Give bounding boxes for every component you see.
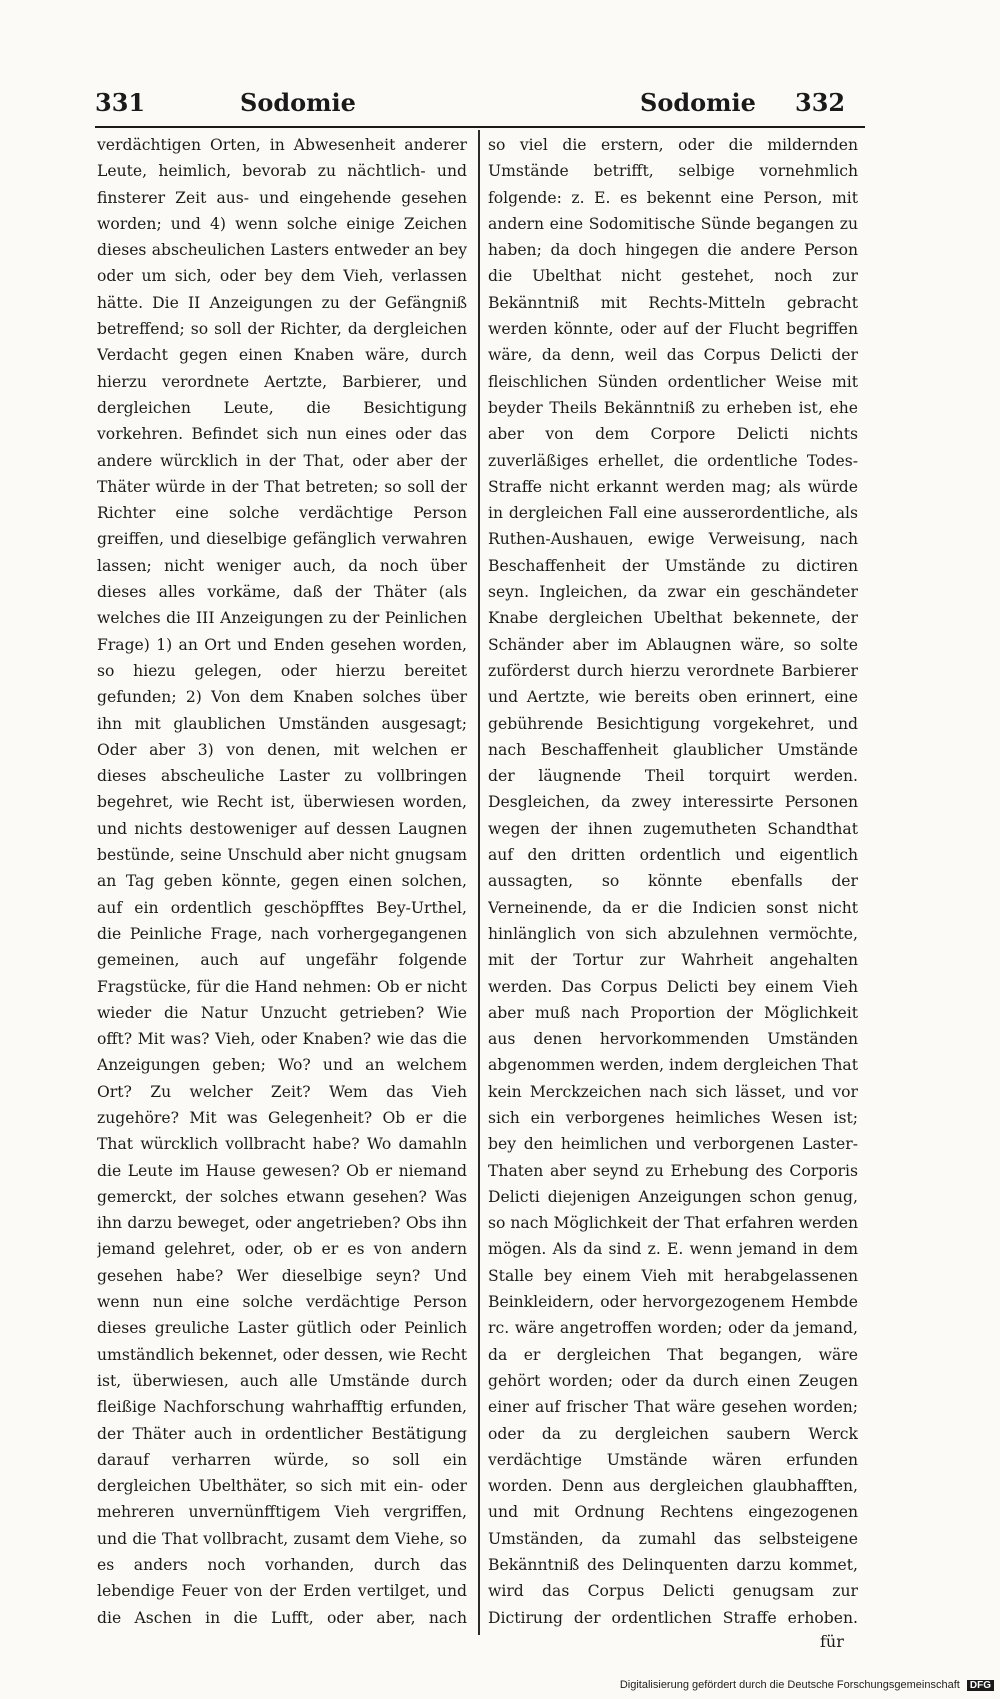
text-column-left: verdächtigen Orten, in Abwesenheit anderer Leute, heimlich, bevorab zu nächtlich- und finsterer Zeit aus- und eingehende gesehen worden; und 4) wenn solche einige Zeichen dieses abscheulichen Lasters entweder an bey oder um sich, oder bey dem Vieh, verlassen hätte. Die II Anzeigungen zu der Gefängniß betreffend; so soll der Richter, da dergleichen Verdacht gegen einen Knaben wäre, durch hierzu verordnete Aertzte, Barbierer, und dergleichen Leute, die Besichtigung vorkehren. Befindet sich nun eines oder das andere würcklich in der That, oder aber der Thäter würde in der That betreten; so soll der Richter eine solche verdächtige Person greiffen, und dieselbige gefänglich verwahren lassen; nicht weniger auch, da noch über dieses alles vorkäme, daß der Thäter (als welches die III Anzeigungen zu der Peinlichen Frage) 1) an Ort und Enden gesehen worden, so hiezu gelegen, oder hierzu bereitet gefunden; 2) Von dem Knaben solches über ihn mit glaublichen Umständen ausgesagt; Oder aber 3) von denen, mit welchen er dieses abscheuliche Laster zu vollbringen begehret, wie Recht ist, überwiesen worden, und nichts destoweniger auf dessen Laugnen bestünde, seine Unschuld aber nicht gnugsam an Tag geben könnte, gegen einen solchen, auf ein ordentlich geschöpfftes Bey-Urthel, die Peinliche Frage, nach vorhergegangenen gemeinen, auch auf ungefähr folgende Fragstücke, für die Hand nehmen: Ob er nicht wieder die Natur Unzucht getrieben? Wie offt? Mit was? Vieh, oder Knaben? wie das die Anzeigungen geben; Wo? und an welchem Ort? Zu welcher Zeit? Wem das Vieh zugehöre? Mit was Gelegenheit? Ob er die That würcklich vollbracht habe? Wo damahln die Leute im Hause gewesen? Ob er niemand gemerckt, der solches etwann gesehen? Was ihn darzu beweget, oder angetrieben? Obs ihn jemand gelehret, oder, ob er es von andern gesehen habe? Wer dieselbige seyn? Und wenn nun eine solche verdächtige Person dieses greuliche Laster gütlich oder Peinlich umständlich bekennet, oder dessen, wie Recht ist, überwiesen, auch alle Umstände durch fleißige Nachforschung wahrhafftig erfunden, der Thäter auch in ordentlicher Bestätigung darauf verharren würde, so soll ein dergleichen Ubelthäter, so sich mit ein- oder mehreren unvernünfftigem Vieh vergriffen, und die That vollbracht, zusamt dem Viehe, so es anders noch vorhanden, durch das lebendige Feuer von der Erden vertilget, und die Aschen in die Lufft, oder aber, nach [97, 136, 467, 1627]
running-header [95, 88, 865, 128]
digitization-footer [620, 1679, 994, 1691]
running-title-right: Sodomie [640, 88, 756, 117]
footer-text: Digitalisierung gefördert durch die Deutsche Forschungsgemeinschaft [619, 1679, 960, 1691]
page-number-left: 331 [95, 88, 146, 117]
header-rule [95, 126, 865, 128]
column-divider [478, 130, 480, 1635]
running-title-left: Sodomie [240, 88, 356, 117]
page-number-right: 332 [795, 88, 846, 117]
text-column-right: so viel die erstern, oder die mildernden Umstände betrifft, selbige vornehmlich folgende: z. E. es bekennt eine Person, mit andern eine Sodomitische Sünde begangen zu haben; da doch hingegen die andere Person die Ubelthat nicht gestehet, noch zur Bekänntniß mit Rechts-Mitteln gebracht werden könnte, oder auf der Flucht begriffen wäre, da denn, weil das Corpus Delicti der fleischlichen Sünden ordentlicher Weise mit beyder Theils Bekänntniß zu erheben ist, ehe aber von dem Corpore Delicti nichts zuverläßiges erhellet, die ordentliche Todes-Straffe nicht erkannt werden mag; als würde in dergleichen Fall eine ausserordentliche, als Ruthen-Aushauen, ewige Verweisung, nach Beschaffenheit der Umstände zu dictiren seyn. Ingleichen, da zwar ein geschändeter Knabe dergleichen Ubelthat bekennete, der Schänder aber im Ablaugnen wäre, so solte zuförderst durch hierzu verordnete Barbierer und Aertzte, wie bereits oben erinnert, eine gebührende Besichtigung vorgekehret, und nach Beschaffenheit glaublicher Umstände der läugnende Theil torquirt werden. Desgleichen, da zwey interessirte Personen wegen der ihnen zugemutheten Schandthat auf den dritten ordentlich und eigentlich aussagten, so könnte ebenfalls der Verneinende, da er die Indicien sonst nicht hinlänglich von sich abzulehnen vermöchte, mit der Tortur zur Wahrheit angehalten werden. Das Corpus Delicti bey einem Vieh aber muß nach Proportion der Möglichkeit aus denen hervorkommenden Umständen abgenommen werden, indem dergleichen That kein Merckzeichen nach sich lässet, und vor sich ein verborgenes heimliches Wesen ist; bey den heimlichen und verborgenen Laster-Thaten aber seynd zu Erhebung des Corporis Delicti diejenigen Anzeigungen schon genug, so nach Möglichkeit der That erfahren werden mögen. Als da sind z. E. wenn jemand in dem Stalle bey einem Vieh mit herabgelassenen Beinkleidern, oder hervorgezogenem Hembde rc. wäre angetroffen worden; oder da jemand, da er dergleichen That begangen, wäre gehört worden; oder da durch einen Zeugen einer auf frischer That wäre gesehen worden; oder da zu dergleichen saubern Werck verdächtige Umstände wären erfunden worden. Denn aus dergleichen glaubhafften, und mit Ordnung Rechtens eingezogenen Umständen, da zumahl das selbsteigene Bekänntniß des Delinquenten darzu kommet, wird das Corpus Delicti genugsam zur Dictirung der ordentlichen Straffe erhoben. [488, 136, 858, 1627]
dfg-logo: DFG [967, 1680, 994, 1691]
catchword: für [820, 1632, 844, 1651]
